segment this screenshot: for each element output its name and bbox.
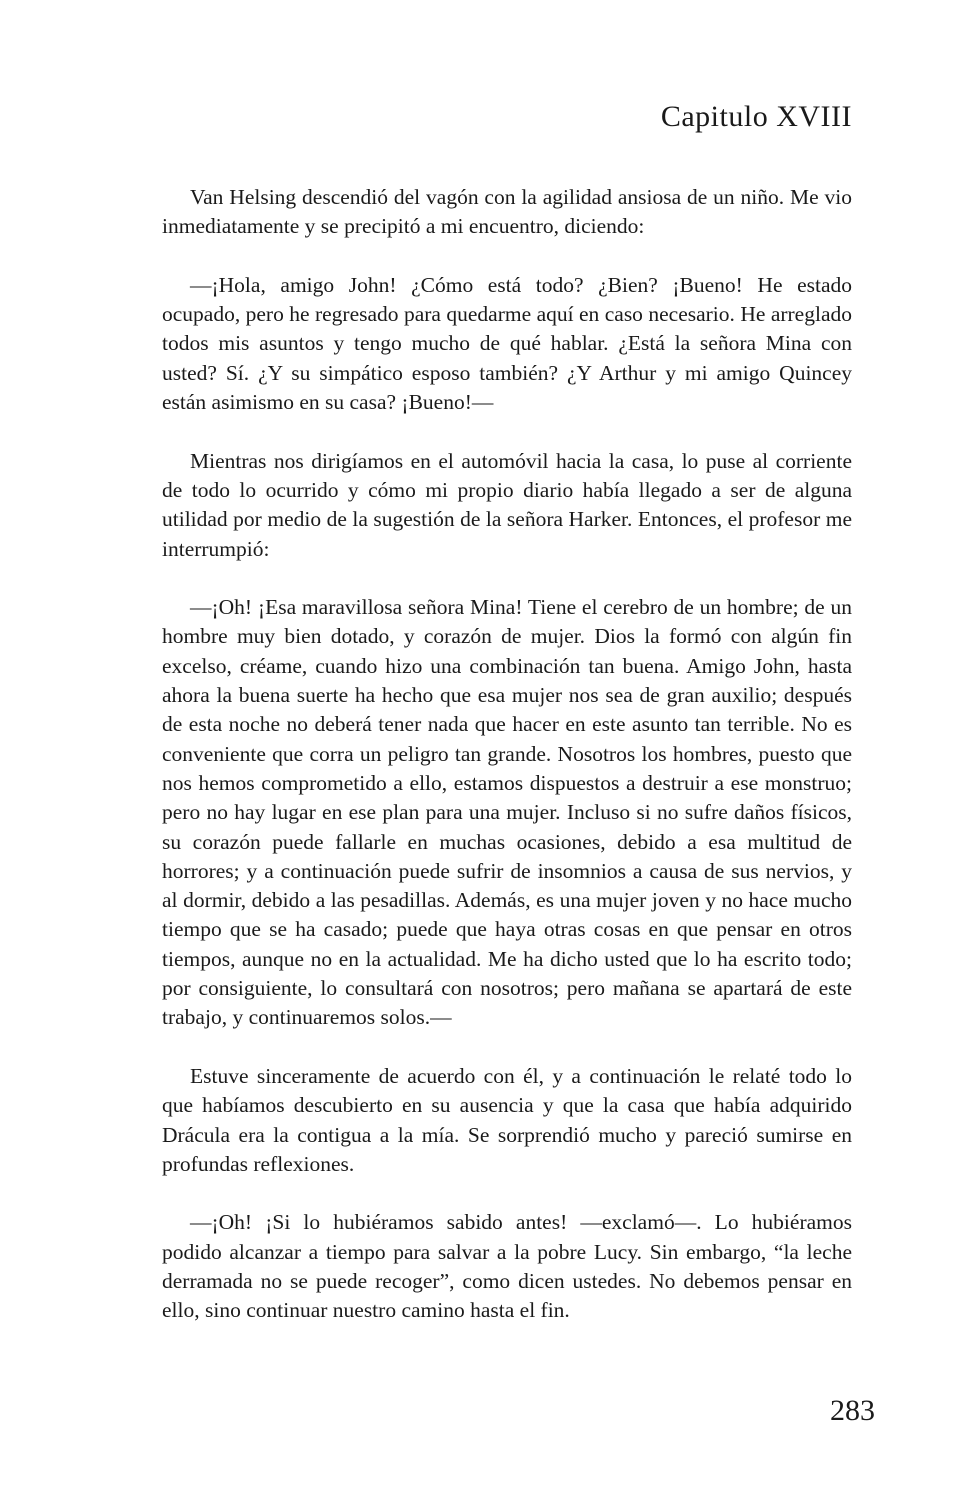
paragraph: —¡Oh! ¡Esa maravillosa señora Mina! Tiene el cerebro de un hombre; de un hombre muy bien dotado, y corazón de mujer. Dios la formó con algún fin excelso, créame, cuando hizo una combinación tan buena. Amigo John, hasta ahora la buena suerte ha hecho que esa mujer nos sea de gran auxilio; después de esta noche no deberá tener nada que hacer en este asunto tan terrible. No es conveniente que corra un peligro tan grande. Nosotros los hombres, puesto que nos hemos comprometido a ello, estamos dispuestos a destruir a ese monstruo; pero no hay lugar en ese plan para una mujer. Incluso si no sufre daños físicos, su corazón puede fallarle en muchas ocasiones, debido a esa multitud de horrores; y a continuación puede sufrir de insomnios a causa de sus nervios, y al dormir, debido a las pesadillas. Además, es una mujer joven y no hace mucho tiempo que se ha casado; puede que haya otras cosas en que pensar en otros tiempos, aunque no en la actualidad. Me ha dicho usted que lo ha escrito todo; por consiguiente, lo consultará con nosotros; pero mañana se apartará de este trabajo, y continuaremos solos.— [162, 595, 852, 1030]
chapter-title: Capitulo XVIII [660, 100, 852, 133]
paragraph: Estuve sinceramente de acuerdo con él, y a continuación le relaté todo lo que habíamos descubierto en su ausencia y que la casa que había adquirido Drácula era la contigua a la mía. Se sorprendió mucho y pareció sumirse en profundas reflexiones. [162, 1063, 852, 1176]
chapter-body [162, 183, 852, 1326]
paragraph: —¡Hola, amigo John! ¿Cómo está todo? ¿Bien? ¡Bueno! He estado ocupado, pero he regresado para quedarme aquí en caso necesario. He arreglado todos mis asuntos y tengo mucho de qué hablar. ¿Está la señora Mina con usted? Sí. ¿Y su simpático esposo también? ¿Y Arthur y mi amigo Quincey están asimismo en su casa? ¡Bueno!— [162, 272, 852, 415]
paragraph: Van Helsing descendió del vagón con la agilidad ansiosa de un niño. Me vio inmediatamente y se precipitó a mi encuentro, diciendo: [162, 185, 852, 239]
page-number: 283 [830, 1394, 875, 1427]
paragraph: Mientras nos dirigíamos en el automóvil hacia la casa, lo puse al corriente de todo lo ocurrido y cómo mi propio diario había llegado a ser de alguna utilidad por medio de la sugestión de la señora Harker. Entonces, el profesor me interrumpió: [162, 448, 852, 561]
paragraph: —¡Oh! ¡Si lo hubiéramos sabido antes! —exclamó—. Lo hubiéramos podido alcanzar a tiempo para salvar a la pobre Lucy. Sin embargo, “la leche derramada no se puede recoger”, como dicen ustedes. No debemos pensar en ello, sino continuar nuestro camino hasta el fin. [162, 1210, 852, 1323]
